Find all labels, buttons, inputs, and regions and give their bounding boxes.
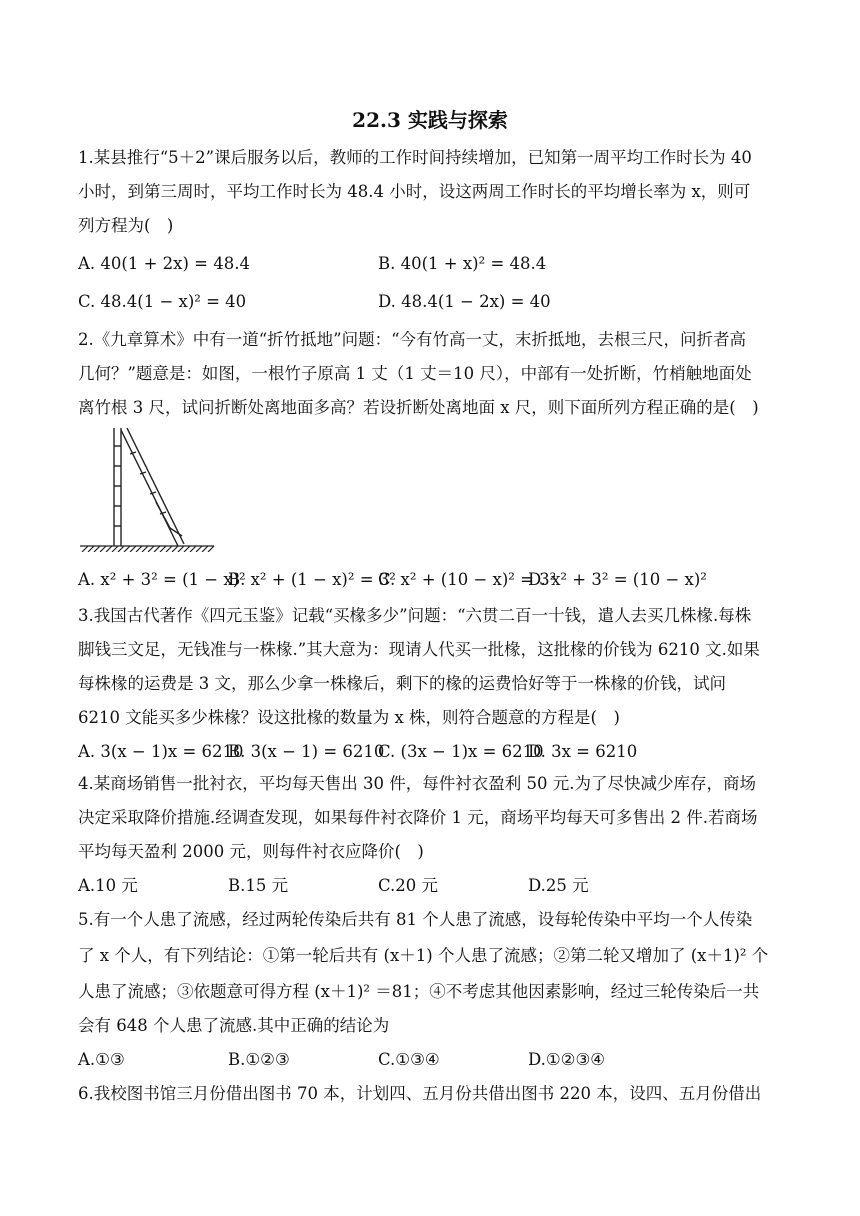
bamboo-stalk <box>114 428 121 546</box>
q3-line-4: 6210 文能买多少株椽？设这批椽的数量为 x 株，则符合题意的方程是( ) <box>78 708 620 727</box>
q5-option-b: B.①②③ <box>228 1050 290 1069</box>
ground-hatching <box>80 546 214 552</box>
q1-option-d: D. 48.4(1 − 2x) = 40 <box>378 292 551 311</box>
page-title: 22.3 实践与探索 <box>352 108 508 132</box>
q4-line-2: 决定采取降价措施.经调查发现，如果每件衬衣降价 1 元，商场平均每天可多售出 2 件.若商场 <box>78 808 758 827</box>
q1-option-a: A. 40(1 + 2x) = 48.4 <box>78 254 250 273</box>
q4-option-c: C.20 元 <box>378 876 439 895</box>
q1-option-b: B. 40(1 + x)² = 48.4 <box>378 254 547 273</box>
q3-line-2: 脚钱三文足，无钱准与一株椽.”其大意为：现请人代买一批椽，这批椽的价钱为 6210 文.如果 <box>78 640 760 659</box>
q3-line-3: 每株椽的运费是 3 文，那么少拿一株椽后，剩下的椽的运费恰好等于一株椽的价钱，试问 <box>78 674 726 693</box>
q3-option-c: C. (3x − 1)x = 6210 <box>378 742 544 761</box>
q5-line-3: 人患了流感；③依题意可得方程 (x＋1)² ＝81；④不考虑其他因素影响，经过三轮传染后一共 <box>78 982 760 1001</box>
q2-option-a: A. x² + 3² = (1 − x)² <box>78 570 246 589</box>
q2-option-b: B. x² + (1 − x)² = 3² <box>228 570 396 589</box>
q1-line-2: 小时，到第三周时，平均工作时长为 48.4 小时，设这两周工作时长的平均增长率为 x，则可 <box>78 182 751 201</box>
q4-line-1: 4.某商场销售一批衬衣，平均每天售出 30 件，每件衬衣盈利 50 元.为了尽快减少库存，商场 <box>78 774 756 793</box>
q5-option-c: C.①③④ <box>378 1050 440 1069</box>
q5-line-2: 了 x 个人，有下列结论：①第一轮后共有 (x＋1) 个人患了流感；②第二轮又增加了 (x＋1)² 个 <box>78 946 769 965</box>
q3-line-1: 3.我国古代著作《四元玉鉴》记载“买椽多少”问题：“六贯二百一十钱，遣人去买几株椽.每株 <box>78 606 752 625</box>
bamboo-figure <box>78 424 218 552</box>
q2-line-2: 几何？”题意是：如图，一根竹子原高 1 丈（1 丈＝10 尺），中部有一处折断，竹梢触地面处 <box>78 364 752 383</box>
q4-option-d: D.25 元 <box>528 876 589 895</box>
q5-line-1: 5.有一个人患了流感，经过两轮传染后共有 81 个人患了流感，设每轮传染中平均一个人传染 <box>78 910 753 929</box>
q3-option-b: B. 3(x − 1) = 6210 <box>228 742 385 761</box>
q4-line-3: 平均每天盈利 2000 元，则每件衬衣应降价( ) <box>78 842 424 861</box>
q5-line-4: 会有 648 个人患了流感.其中正确的结论为 <box>78 1016 390 1035</box>
q3-option-d: D. 3x = 6210 <box>528 742 638 761</box>
q4-option-a: A.10 元 <box>78 876 138 895</box>
q2-line-1: 2.《九章算术》中有一道“折竹抵地”问题：“今有竹高一丈，末折抵地，去根三尺，问折者高 <box>78 330 747 349</box>
q1-option-c: C. 48.4(1 − x)² = 40 <box>78 292 247 311</box>
q6-line-1: 6.我校图书馆三月份借出图书 70 本，计划四、五月份共借出图书 220 本，设四、五月份借出 <box>78 1084 762 1103</box>
q1-line-1: 1.某县推行“5＋2”课后服务以后，教师的工作时间持续增加，已知第一周平均工作时长为 40 <box>78 148 752 167</box>
q5-option-a: A.①③ <box>78 1050 125 1069</box>
q2-option-c: C. x² + (10 − x)² = 3² <box>378 570 557 589</box>
q5-option-d: D.①②③④ <box>528 1050 606 1069</box>
q4-option-b: B.15 元 <box>228 876 289 895</box>
q2-option-d: D. x² + 3² = (10 − x)² <box>528 570 707 589</box>
q1-line-3: 列方程为( ) <box>78 216 174 235</box>
q3-option-a: A. 3(x − 1)x = 6210 <box>78 742 244 761</box>
broken-bamboo <box>121 428 184 546</box>
q2-line-3: 离竹根 3 尺，试问折断处离地面多高？若设折断处离地面 x 尺，则下面所列方程正确的是( ) <box>78 398 759 417</box>
